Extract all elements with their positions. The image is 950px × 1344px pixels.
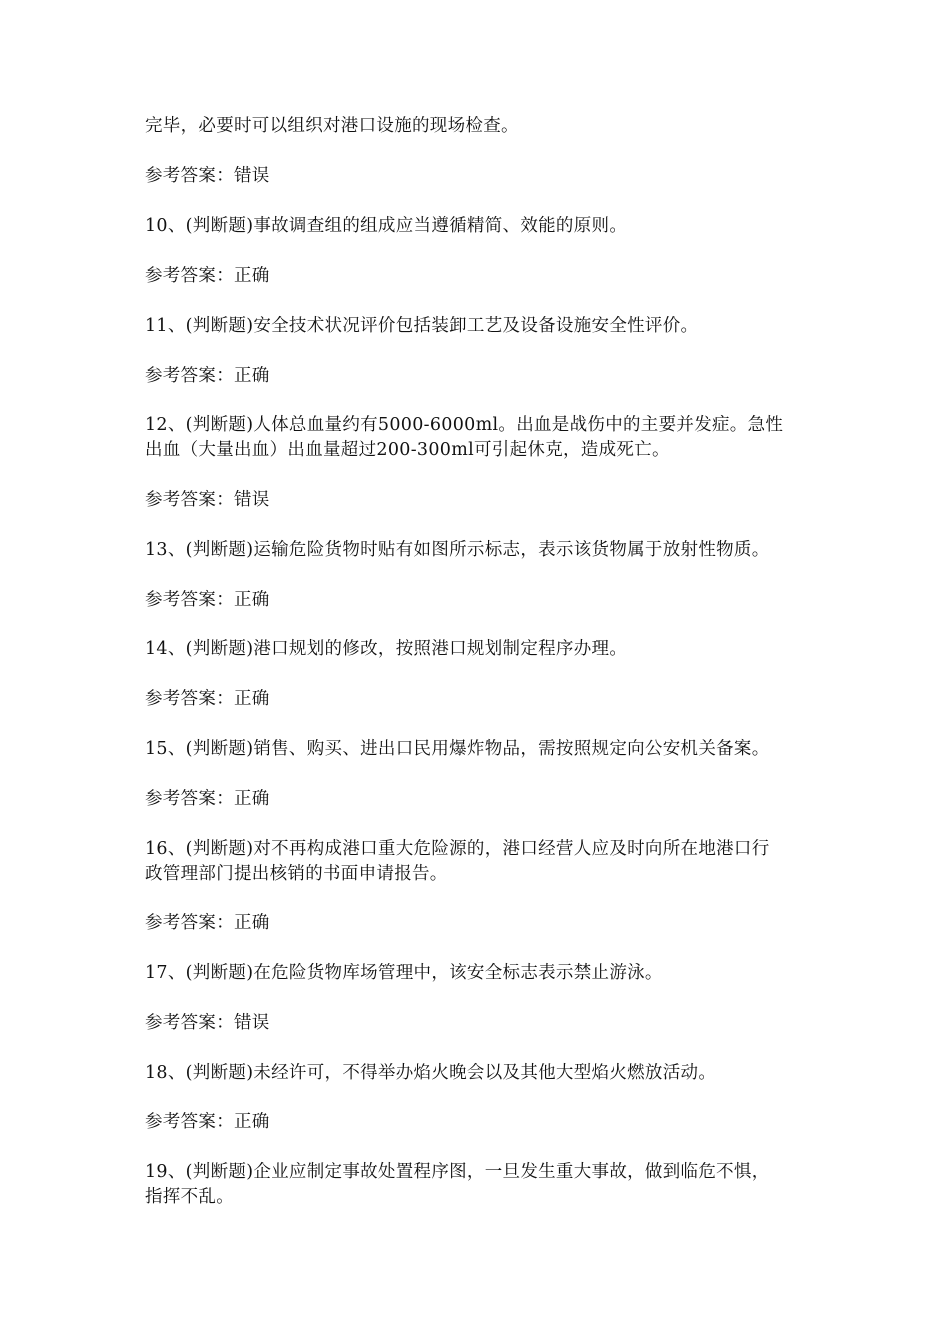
question-text: 12、(判断题)人体总血量约有5000-6000ml。出血是战伤中的主要并发症。急性	[145, 415, 784, 435]
answer-text: 参考答案：正确	[145, 590, 270, 610]
answer-text: 参考答案：错误	[145, 490, 270, 510]
answer-18	[145, 1110, 815, 1135]
paragraph-line: 完毕，必要时可以组织对港口设施的现场检查。	[145, 116, 519, 136]
answer-text: 参考答案：错误	[145, 1013, 270, 1033]
question-16	[145, 837, 815, 887]
question-14	[145, 637, 815, 662]
question-13	[145, 538, 815, 563]
question-text: 政管理部门提出核销的书面申请报告。	[145, 864, 448, 884]
answer-text: 参考答案：正确	[145, 913, 270, 933]
answer-text: 参考答案：正确	[145, 1112, 270, 1132]
answer-14	[145, 687, 815, 712]
question-15	[145, 737, 815, 762]
answer-text: 参考答案：正确	[145, 689, 270, 709]
answer-10	[145, 264, 815, 289]
question-text: 14、(判断题)港口规划的修改，按照港口规划制定程序办理。	[145, 639, 628, 659]
answer-15	[145, 787, 815, 812]
question-12	[145, 413, 815, 463]
answer-line	[145, 164, 815, 189]
answer-text: 参考答案：正确	[145, 366, 270, 386]
question-10	[145, 214, 815, 239]
answer-17	[145, 1011, 815, 1036]
question-text: 13、(判断题)运输危险货物时贴有如图所示标志，表示该货物属于放射性物质。	[145, 540, 770, 560]
answer-13	[145, 588, 815, 613]
question-text: 11、(判断题)安全技术状况评价包括装卸工艺及设备设施安全性评价。	[145, 316, 699, 336]
question-text: 15、(判断题)销售、购买、进出口民用爆炸物品，需按照规定向公安机关备案。	[145, 739, 770, 759]
question-text: 19、(判断题)企业应制定事故处置程序图，一旦发生重大事故，做到临危不惧，	[145, 1162, 770, 1182]
question-11	[145, 314, 815, 339]
answer-text: 参考答案：错误	[145, 166, 270, 186]
question-text: 指挥不乱。	[145, 1187, 234, 1207]
answer-text: 参考答案：正确	[145, 266, 270, 286]
question-17	[145, 961, 815, 986]
question-text: 18、(判断题)未经许可，不得举办焰火晚会以及其他大型焰火燃放活动。	[145, 1063, 717, 1083]
answer-16	[145, 911, 815, 936]
question-text: 10、(判断题)事故调查组的组成应当遵循精简、效能的原则。	[145, 216, 628, 236]
question-text: 17、(判断题)在危险货物库场管理中，该安全标志表示禁止游泳。	[145, 963, 663, 983]
answer-text: 参考答案：正确	[145, 789, 270, 809]
answer-12	[145, 488, 815, 513]
answer-11	[145, 364, 815, 389]
continuation-text	[145, 114, 815, 139]
question-text: 出血（大量出血）出血量超过200-300ml可引起休克，造成死亡。	[145, 440, 670, 460]
question-19	[145, 1160, 815, 1210]
question-text: 16、(判断题)对不再构成港口重大危险源的，港口经营人应及时向所在地港口行	[145, 839, 770, 859]
question-18	[145, 1061, 815, 1086]
